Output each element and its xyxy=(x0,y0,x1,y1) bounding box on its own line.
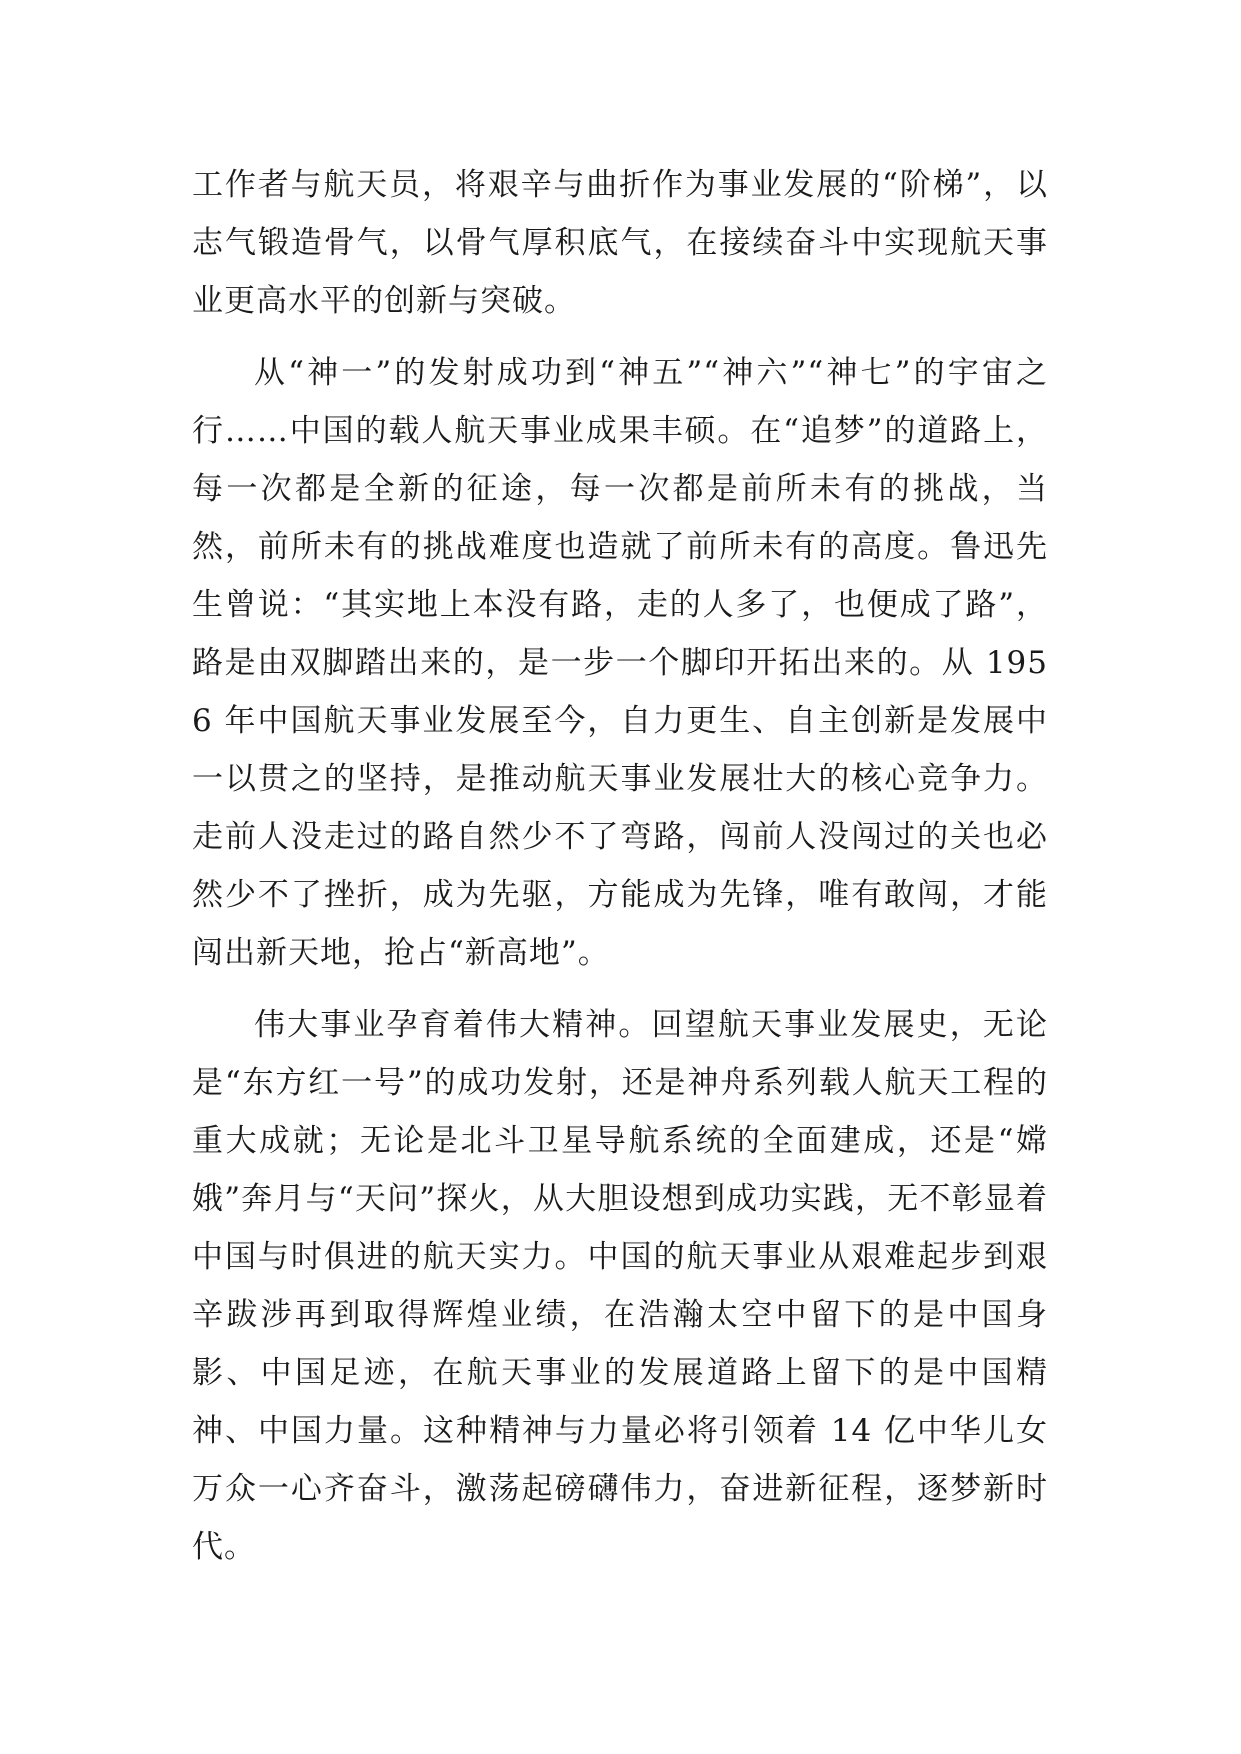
paragraph-continuation: 工作者与航天员，将艰辛与曲折作为事业发展的“阶梯”，以志气锻造骨气，以骨气厚积底气，在接续奋斗中实现航天事业更高水平的创新与突破。 xyxy=(192,167,1048,319)
paragraph-space-spirit: 伟大事业孕育着伟大精神。回望航天事业发展史，无论是“东方红一号”的成功发射，还是神舟系列载人航天工程的重大成就；无论是北斗卫星导航系统的全面建成，还是“嫦娥”奔月与“天问”探火，从大胆设想到成功实践，无不彰显着中国与时俱进的航天实力。中国的航天事业从艰难起步到艰辛跋涉再到取得辉煌业绩，在浩瀚太空中留下的是中国身影、中国足迹，在航天事业的发展道路上留下的是中国精神、中国力量。这种精神与力量必将引领着 14 亿中华儿女万众一心齐奋斗，激荡起磅礴伟力，奋进新征程，逐梦新时代。 xyxy=(192,1007,1048,1565)
body-text xyxy=(192,156,1048,1576)
paragraph-space-achievements: 从“神一”的发射成功到“神五”“神六”“神七”的宇宙之行……中国的载人航天事业成果丰硕。在“追梦”的道路上，每一次都是全新的征途，每一次都是前所未有的挑战，当然，前所未有的挑战难度也造就了前所未有的高度。鲁迅先生曾说：“其实地上本没有路，走的人多了，也便成了路”，路是由双脚踏出来的，是一步一个脚印开拓出来的。从 1956 年中国航天事业发展至今，自力更生、自主创新是发展中一以贯之的坚持，是推动航天事业发展壮大的核心竞争力。走前人没走过的路自然少不了弯路，闯前人没闯过的关也必然少不了挫折，成为先驱，方能成为先锋，唯有敢闯，才能闯出新天地，抢占“新高地”。 xyxy=(192,355,1048,971)
